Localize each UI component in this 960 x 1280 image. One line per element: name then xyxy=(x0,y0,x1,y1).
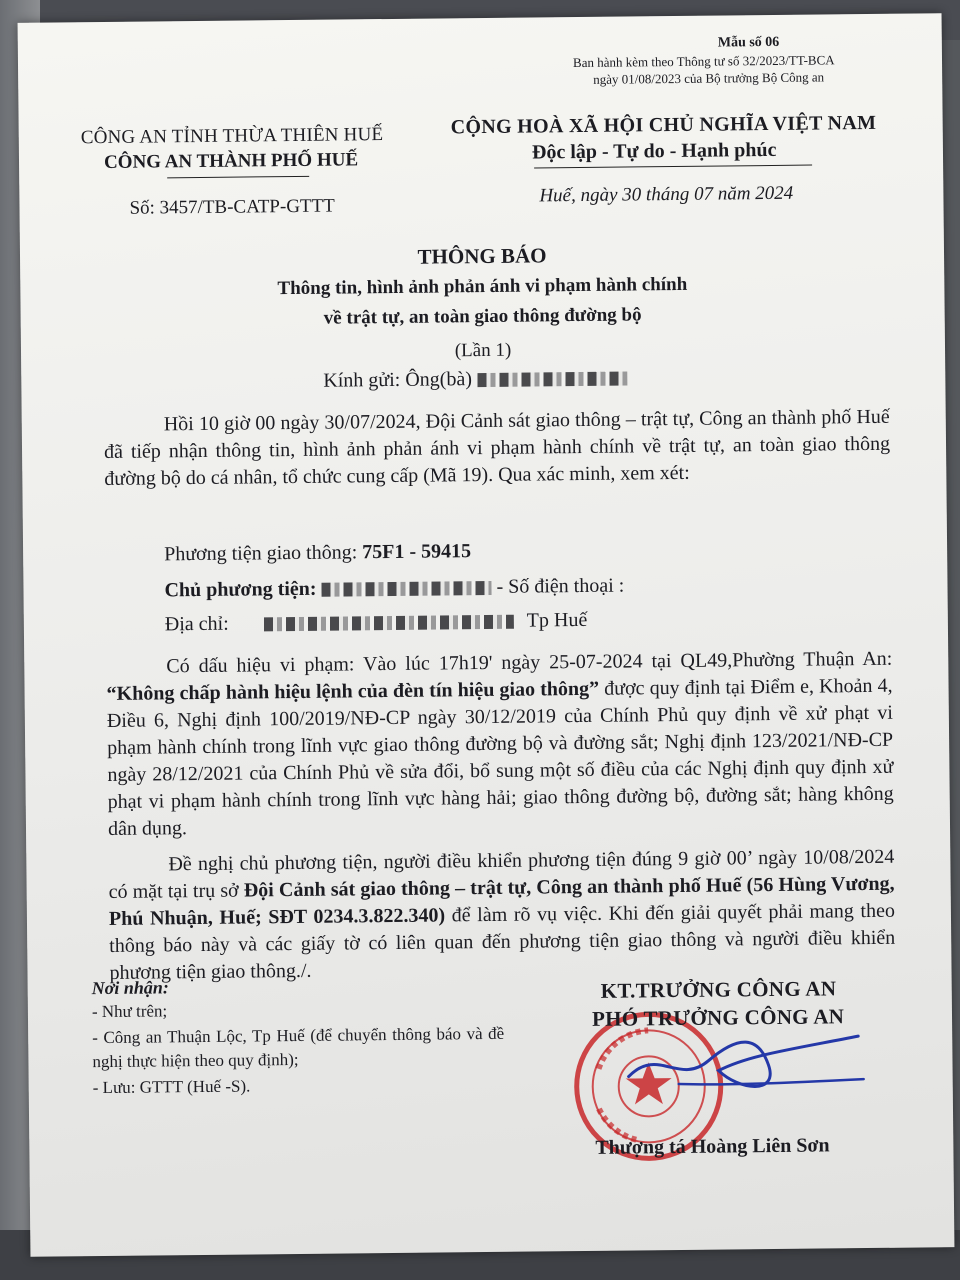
agency-parent: CÔNG AN TỈNH THỪA THIÊN HUẾ xyxy=(80,124,384,149)
document-subtitle-line2: về trật tự, an toàn giao thông đường bộ xyxy=(323,304,642,329)
owner-label: Chủ phương tiện: xyxy=(164,577,322,602)
violation-legal-basis: được quy định tại Điểm e, Khoản 4, Điều 6, Nghị định 100/2019/NĐ-CP ngày 30/12/2019 của Chính Phủ quy định về xử phạt vi phạm hành chính trong lĩnh vực giao thông đường bộ và đường sắt; Nghị định 123/2021/NĐ-CP ngày 28/12/2021 của Chính Phủ về sửa đổi, bổ sung một số điều của các Nghị định quy định xử phạt vi phạm hành chính trong lĩnh vực hàng hải; giao thông đường bộ, đường sắt; hàng không dân dụng. xyxy=(106,674,894,840)
form-number: Mẫu số 06 xyxy=(717,34,780,51)
address-label: Địa chỉ: xyxy=(164,612,229,636)
document-number: Số: 3457/TB-CATP-GTTT xyxy=(129,195,335,219)
request-end: để làm rõ vụ việc. Khi đến giải quyết phải mang theo thông báo này và các giấy tờ có liên quan đến phương tiện giao thông và người điều khiển phương tiện giao thông./. xyxy=(109,899,896,984)
nation-title: CỘNG HOÀ XÃ HỘI CHỦ NGHĨA VIỆT NAM xyxy=(450,111,877,139)
nation-motto: Độc lập - Tự do - Hạnh phúc xyxy=(531,138,777,164)
vehicle-plate: 75F1 - 59415 xyxy=(362,540,472,564)
redacted-address xyxy=(264,615,514,632)
recipient-line xyxy=(323,367,627,393)
redacted-recipient-name xyxy=(477,372,627,388)
address-line xyxy=(165,609,588,636)
form-note-line2: ngày 01/08/2023 của Bộ trưởng Bộ Công an xyxy=(593,69,825,87)
recipient-label: Kính gửi: Ông(bà) xyxy=(323,368,473,392)
signature-title-line2: PHÓ TRƯỞNG CÔNG AN xyxy=(591,1004,845,1031)
signature-title-line1: KT.TRƯỞNG CÔNG AN xyxy=(600,976,837,1003)
receiver-item: - Công an Thuận Lộc, Tp Huế (để chuyển thông báo và đề nghị thực hiện theo quy định); xyxy=(92,1023,505,1072)
phone-label: - Số điện thoại : xyxy=(496,574,625,598)
paragraph-request xyxy=(108,844,895,987)
redacted-owner-name xyxy=(321,581,491,597)
receiver-item: - Lưu: GTTT (Huế -S). xyxy=(92,1076,251,1098)
receiver-item: - Như trên; xyxy=(91,1001,168,1022)
paragraph-intro: Hồi 10 giờ 00 ngày 30/07/2024, Đội Cảnh sát giao thông – trật tự, Công an thành phố Huế đã tiếp nhận thông tin, hình ảnh phản ánh vi phạm hành chính về trật tự, an toàn giao thông đường bộ do cá nhân, tổ chức cung cấp (Mã 19). Qua xác minh, xem xét: xyxy=(103,405,891,490)
violation-intro: Có dấu hiệu vi phạm: Vào lúc 17h19' ngày 25-07-2024 tại QL49,Phường Thuận An: xyxy=(166,647,893,678)
document-title: THÔNG BÁO xyxy=(417,243,547,269)
request-office: Đội Cảnh sát giao thông – trật tự, Công an thành phố Huế (56 Hùng Vương, Phú Nhuận, Huế; SĐT 0234.3.822.340) xyxy=(108,872,895,930)
address-city: Tp Huế xyxy=(526,608,588,632)
paragraph-violation xyxy=(106,646,894,843)
document-subtitle-line1: Thông tin, hình ảnh phản ánh vi phạm hành chính xyxy=(277,273,688,300)
occurrence-number: (Lần 1) xyxy=(454,339,512,362)
vehicle-line xyxy=(164,540,471,566)
agency-underline xyxy=(167,176,309,178)
request-intro: Đề nghị chủ phương tiện, người điều khiển phương tiện đúng 9 giờ 00’ ngày 10/08/2024 có mặt tại trụ sở xyxy=(108,845,895,903)
violation-description: “Không chấp hành hiệu lệnh của đèn tín hiệu giao thông” xyxy=(106,677,600,705)
vehicle-label: Phương tiện giao thông: xyxy=(164,541,363,566)
owner-line xyxy=(164,575,624,603)
agency-name: CÔNG AN THÀNH PHỐ HUẾ xyxy=(103,149,359,173)
place-date: Huế, ngày 30 tháng 07 năm 2024 xyxy=(539,182,794,207)
handwritten-signature xyxy=(618,1024,869,1097)
document-page xyxy=(18,13,955,1257)
signatory-name: Thượng tá Hoàng Liên Sơn xyxy=(595,1134,830,1159)
receivers-title: Nơi nhận: xyxy=(91,977,169,999)
form-note-line1: Ban hành kèm theo Thông tư số 32/2023/TT-BCA xyxy=(572,52,835,71)
motto-underline xyxy=(534,165,812,169)
